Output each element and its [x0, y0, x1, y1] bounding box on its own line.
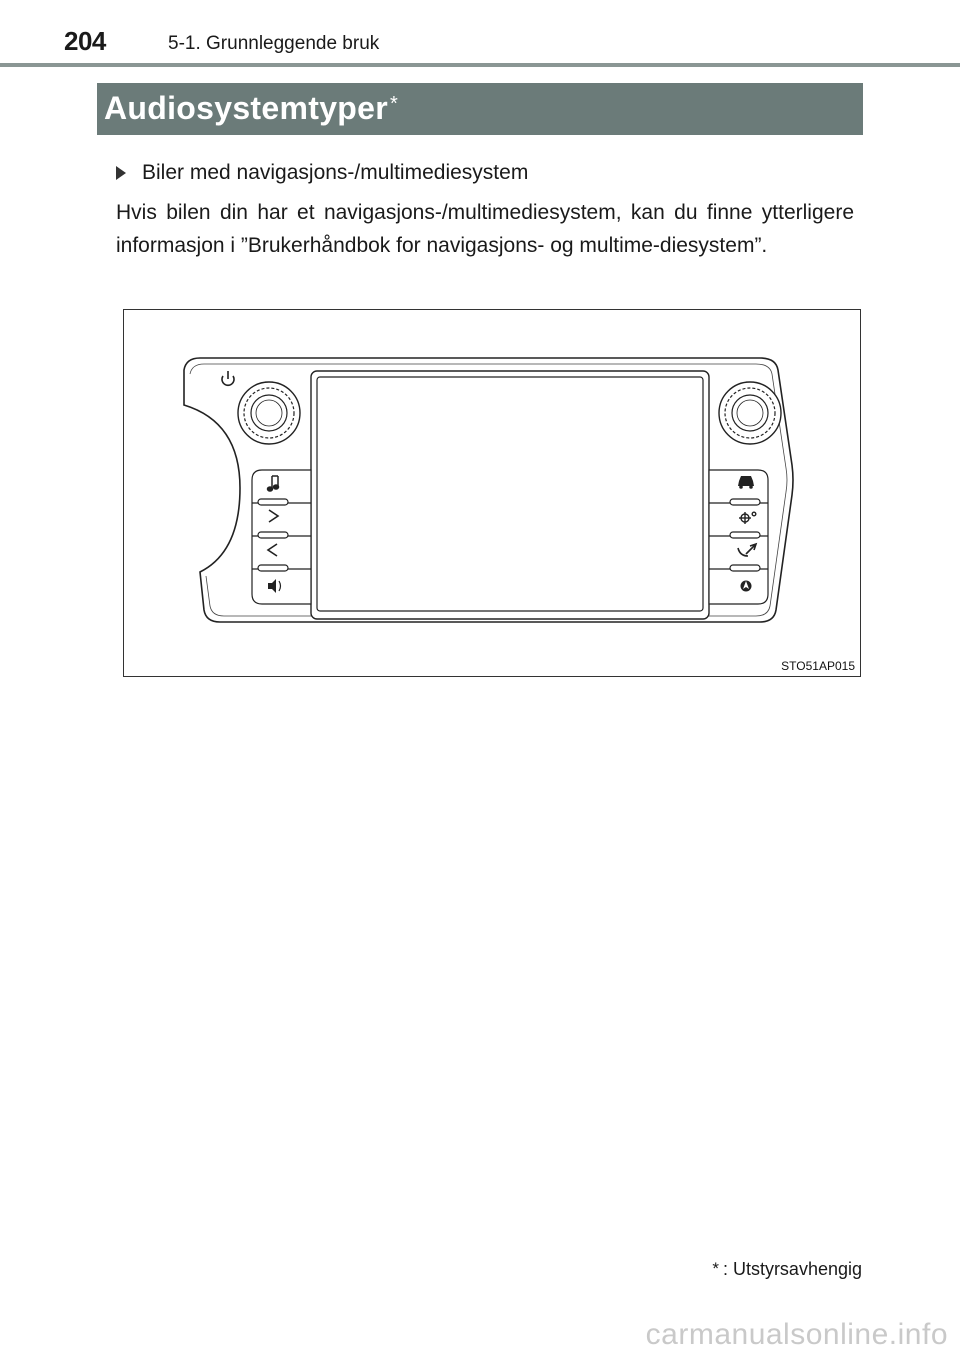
figure-code: STO51AP015	[781, 659, 855, 673]
nav-icon	[741, 581, 752, 592]
equipment-mark: *	[390, 93, 399, 115]
page-number: 204	[64, 26, 106, 56]
body-paragraph: Hvis bilen din har et navigasjons-/multimediesystem, kan du finne ytterligere informasjon i ”Brukerhåndbok for navigasjons- og multime-diesystem”.	[116, 201, 854, 257]
left-button-column	[252, 470, 311, 604]
bullet-item	[116, 160, 528, 186]
section-title-text: Audiosystemtyper	[104, 90, 388, 126]
multimedia-unit-illustration	[124, 310, 862, 678]
footnote-text: : Utstyrsavhengig	[722, 1259, 862, 1279]
footnote-mark: *	[712, 1259, 719, 1278]
chapter-title: 5-1. Grunnleggende bruk	[168, 33, 380, 54]
watermark: carmanualsonline.info	[645, 1318, 948, 1351]
left-knob	[238, 382, 300, 444]
right-button-column	[709, 470, 768, 604]
right-knob	[719, 382, 781, 444]
bullet-text: Biler med navigasjons-/multimediesystem	[142, 161, 529, 184]
audio-system-figure	[123, 309, 861, 677]
section-title	[104, 88, 398, 128]
header-divider	[0, 63, 960, 67]
bullet-triangle-icon	[116, 166, 126, 180]
footnote	[712, 1258, 862, 1280]
screen-display	[317, 377, 703, 611]
